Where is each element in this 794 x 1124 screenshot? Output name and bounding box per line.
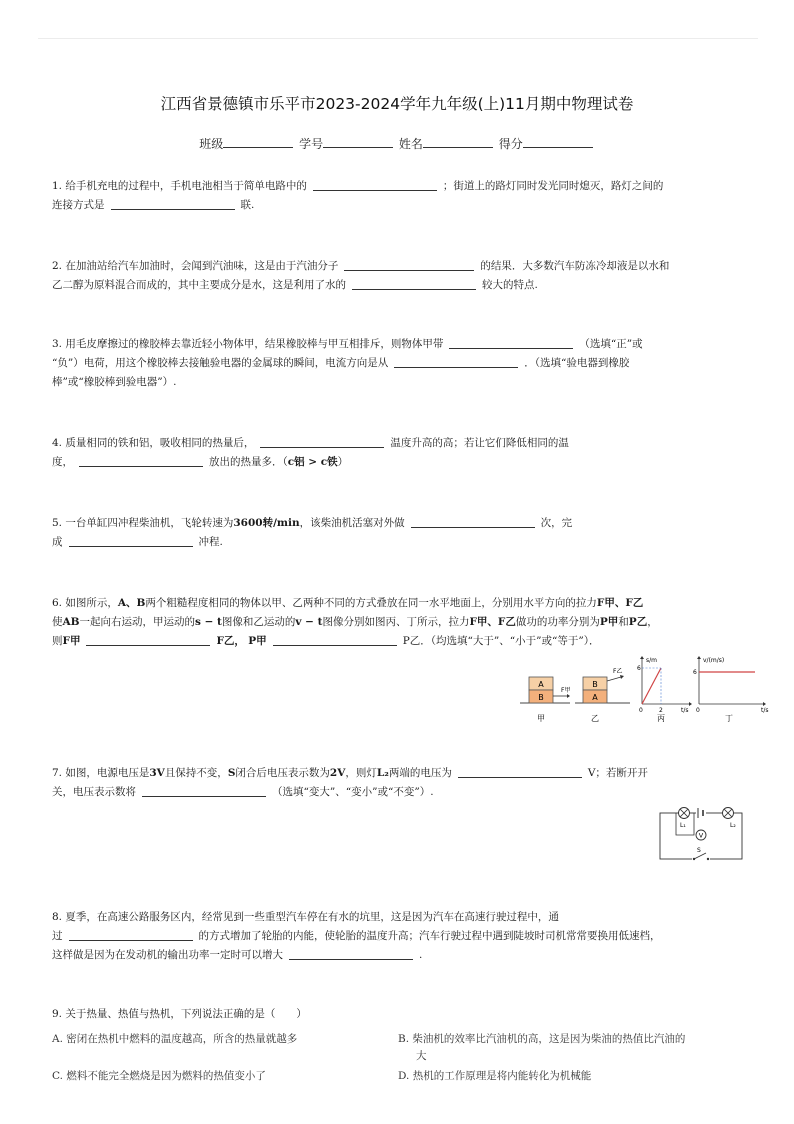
score-blank — [523, 135, 593, 148]
class-label: 班级 — [199, 137, 224, 151]
figure-yi — [575, 668, 630, 723]
question-9-stem: 9. 关于热量、热值与热机，下列说法正确的是（ ） — [52, 1008, 307, 1020]
svg-text:6: 6 — [637, 665, 641, 672]
question-9 — [52, 1005, 742, 1024]
question-6: 6. 如图所示，A、B两个粗糙程度相同的物体以甲、乙两种不同的方式叠放在同一水平地面上，分别用水平方向的拉力F甲、F乙 使AB一起向右运动，甲运动的s − t图像和乙运动的v − t图像分别如图丙、丁所示，拉力F甲、F乙做功的功率分别为P甲和P乙， 则F甲 F乙， P甲 P乙．（均选填“大于”、“小于”或“等于”）． — [52, 597, 658, 647]
option-c[interactable]: C. 燃料不能完全燃烧是因为燃料的热值变小了 — [52, 1070, 266, 1082]
student-info-line — [0, 135, 794, 152]
svg-text:A: A — [538, 680, 544, 689]
option-b[interactable]: B. 柴油机的效率比汽油机的高，这是因为柴油的热值比汽油的 大 — [398, 1033, 686, 1062]
answer-blank — [289, 946, 413, 960]
class-blank — [223, 135, 293, 148]
answer-blank — [352, 276, 476, 290]
svg-text:A: A — [592, 693, 598, 702]
answer-blank — [69, 927, 193, 941]
score-label: 得分 — [498, 137, 523, 151]
svg-text:2: 2 — [659, 707, 663, 714]
answer-blank — [86, 632, 210, 646]
figure-jia — [520, 677, 570, 723]
question-3: 3. 用毛皮摩擦过的橡胶棒去靠近轻小物体甲，结果橡胶棒与甲互相排斥，则物体甲带 （选填“正”或 “负”）电荷，用这个橡胶棒去接触验电器的金属球的瞬间，电流方向是从 ．（选填“验电器到橡胶 棒”或“橡胶棒到验电器”）. — [52, 335, 742, 392]
answer-blank — [273, 632, 397, 646]
id-blank — [323, 135, 393, 148]
svg-text:F甲: F甲 — [561, 687, 571, 694]
question-1: 1. 给手机充电的过程中，手机电池相当于简单电路中的 ；街道上的路灯同时发光同时熄灭，路灯之间的 连接方式是 联. — [52, 177, 742, 215]
name-label: 姓名 — [398, 137, 423, 151]
question-4: 4. 质量相同的铁和铝，吸收相同的热量后， 温度升高的高；若让它们降低相同的温 度， 放出的热量多．（c铝 > c铁） — [52, 434, 742, 472]
svg-text:L₂: L₂ — [730, 822, 736, 829]
question-7: 7. 如图，电源电压是3V且保持不变，S闭合后电压表示数为2V，则灯L₂两端的电压为 V；若断开开 关，电压表示数将 （选填“变大”、“变小”或“不变”）. — [52, 764, 742, 802]
answer-blank — [313, 177, 437, 191]
answer-blank — [394, 354, 518, 368]
answer-blank — [142, 783, 266, 797]
figure-q6 — [515, 655, 780, 727]
svg-text:6: 6 — [693, 669, 697, 676]
answer-blank — [69, 533, 193, 547]
page-title: 江西省景德镇市乐平市2023-2024学年九年级(上)11月期中物理试卷 — [160, 95, 634, 113]
svg-text:S: S — [697, 847, 701, 854]
figure-q7-circuit — [656, 803, 746, 865]
svg-text:L₁: L₁ — [680, 822, 686, 829]
option-d[interactable]: D. 热机的工作原理是将内能转化为机械能 — [398, 1070, 592, 1082]
id-label: 学号 — [299, 137, 324, 151]
svg-text:0: 0 — [639, 707, 643, 714]
name-blank — [423, 135, 493, 148]
svg-text:甲: 甲 — [537, 714, 545, 723]
option-a[interactable]: A. 密闭在热机中燃料的温度越高，所含的热量就越多 — [52, 1033, 298, 1045]
svg-text:0: 0 — [696, 707, 700, 714]
svg-text:B: B — [592, 680, 598, 689]
svg-text:v/(m/s): v/(m/s) — [703, 657, 725, 664]
voltmeter-icon — [696, 830, 706, 840]
header-divider — [38, 38, 758, 39]
answer-blank — [458, 764, 582, 778]
svg-text:s/m: s/m — [646, 657, 657, 664]
svg-text:乙: 乙 — [591, 714, 599, 723]
lamp-l2-icon — [723, 808, 734, 819]
svg-text:V: V — [698, 831, 704, 840]
figure-ding-vt-graph — [693, 656, 769, 723]
svg-text:丙: 丙 — [657, 714, 665, 723]
answer-blank — [79, 453, 203, 467]
question-2: 2. 在加油站给汽车加油时，会闻到汽油味，这是由于汽油分子 的结果．大多数汽车防冻冷却液是以水和 乙二醇为原料混合而成的，其中主要成分是水，这是利用了水的 较大的特点. — [52, 257, 742, 295]
svg-text:B: B — [538, 693, 544, 702]
svg-text:丁: 丁 — [725, 714, 733, 723]
question-8: 8. 夏季，在高速公路服务区内，经常见到一些重型汽车停在有水的坑里，这是因为汽车在高速行驶过程中，通 过 的方式增加了轮胎的内能，使轮胎的温度升高；汽车行驶过程中遇到陡坡时司机常常要换用低速档， 这样做是因为在发动机的输出功率一定时可以增大 . — [52, 911, 661, 961]
figure-bing-st-graph — [637, 656, 692, 723]
lamp-l1-icon — [679, 808, 690, 819]
answer-blank — [411, 514, 535, 528]
svg-text:F乙: F乙 — [613, 668, 623, 675]
svg-text:t/s: t/s — [681, 707, 689, 714]
answer-blank — [111, 196, 235, 210]
answer-blank — [260, 434, 384, 448]
svg-text:t/s: t/s — [761, 707, 769, 714]
question-5: 5. 一台单缸四冲程柴油机，飞轮转速为3600转/min，该柴油机活塞对外做 次，完 成 冲程. — [52, 514, 742, 552]
answer-blank — [344, 257, 474, 271]
answer-blank — [449, 335, 573, 349]
